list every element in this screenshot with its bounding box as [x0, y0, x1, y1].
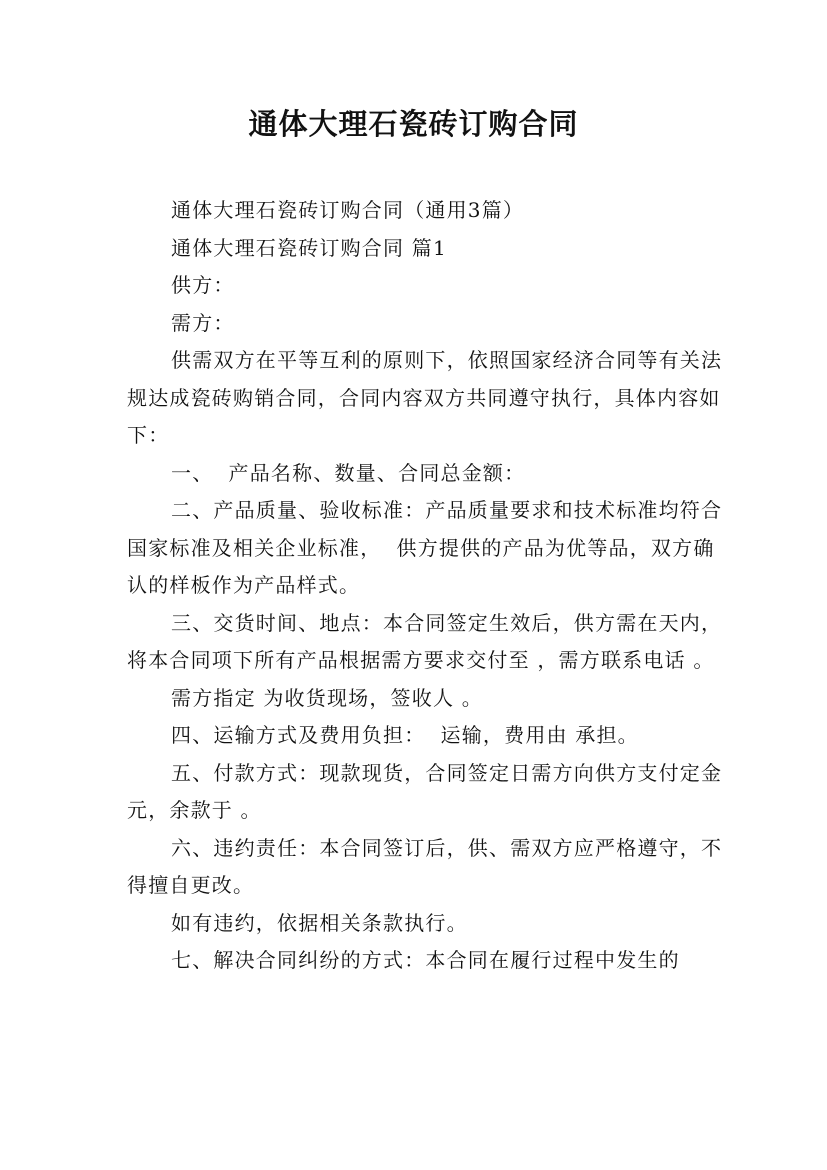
paragraph-clause-7: 七、解决合同纠纷的方式：本合同在履行过程中发生的 [171, 948, 680, 972]
paragraph-supplier: 供方： [171, 273, 235, 297]
paragraph-clause-2: 二、产品质量、验收标准：产品质量要求和技术标准均符合国家标准及相关企业标准， 供方提供的产品为优等品，双方确认的样板作为产品样式。 [127, 498, 723, 597]
paragraph-buyer: 需方： [171, 310, 235, 335]
paragraph-clause-6: 六、违约责任：本合同签订后，供、需双方应严格遵守，不得擅自更改。 [127, 835, 723, 897]
paragraph-breach: 如有违约，依据相关条款执行。 [171, 910, 468, 935]
paragraph-receiving-site: 需方指定 为收货现场，签收人 。 [171, 685, 483, 710]
paragraph-clause-5: 五、付款方式：现款现货，合同签定日需方向供方支付定金 元，余款于 。 [127, 760, 730, 822]
document-title: 通体大理石瓷砖订购合同 [248, 107, 579, 141]
paragraph-clause-3: 三、交货时间、地点：本合同签定生效后，供方需在天内，将本合同项下所有产品根据需方要求交付至 ，需方联系电话 。 [127, 610, 723, 672]
paragraph-subtitle: 通体大理石瓷砖订购合同（通用3篇） [171, 198, 525, 222]
paragraph-preamble: 供需双方在平等互利的原则下，依照国家经济合同等有关法规达成瓷砖购销合同，合同内容双方共同遵守执行，具体内容如下： [127, 348, 723, 447]
paragraph-clause-4: 四、运输方式及费用负担： 运输，费用由 承担。 [171, 723, 639, 747]
document-body [127, 192, 730, 980]
paragraph-section-heading: 通体大理石瓷砖订购合同 篇1 [171, 235, 447, 260]
paragraph-clause-1: 一、 产品名称、数量、合同总金额： [171, 460, 526, 485]
